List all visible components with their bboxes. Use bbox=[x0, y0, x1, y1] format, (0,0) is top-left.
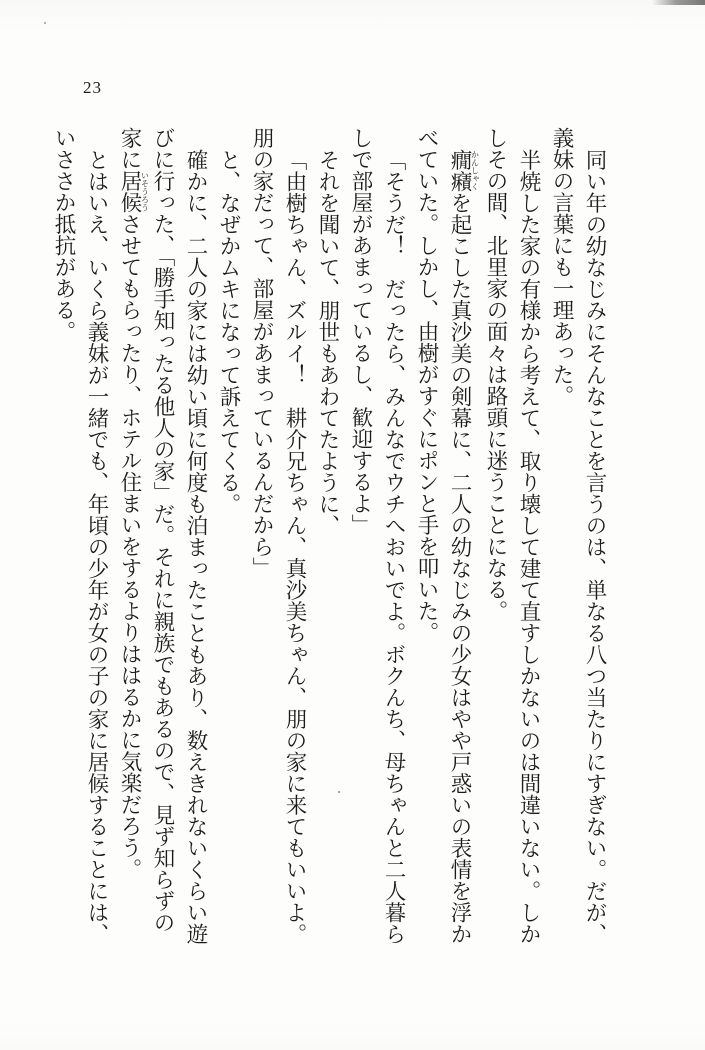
furigana-term: 癇癪かんしゃく bbox=[448, 148, 480, 192]
paragraph: 同い年の幼なじみにそんなことを言うのは、単なる八つ当たりにすぎない。だが、義妹の言葉にも一理あった。 bbox=[550, 127, 607, 944]
paragraph: と、なぜかムキになって訴えてくる。 bbox=[217, 148, 241, 514]
scan-artifact-top-right bbox=[652, 0, 705, 5]
paragraph: それを聞いて、朋世もあわてたように、 bbox=[316, 148, 340, 536]
paragraph: 癇癪かんしゃくを起こした真沙美の剣幕に、二人の幼なじみの少女はやや戸惑いの表情を浮かべていた。しかし、由樹がすぐにポンと手を叩いた。 bbox=[415, 127, 480, 944]
paragraph: 半焼した家の有様から考えて、取り壊して建て直すしかないのは間違いない。しかしその間、北里家の面々は路頭に迷うことになる。 bbox=[484, 127, 541, 944]
scan-speck bbox=[44, 22, 46, 24]
paragraph: 確かに、二人の家には幼い頃に何度も泊まったこともあり、数えきれないくらい遊びに行った、「勝手知ったる他人の家」だ。それに親族でもあるので、見ず知らずの家に居候いそうろうさせてもらったり、ホテル住まいをするよりははるかに気楽だろう。 bbox=[118, 127, 208, 944]
page-number: 23 bbox=[83, 78, 102, 97]
page-text bbox=[47, 127, 611, 947]
paragraph: 「そうだ！ だったら、みんなでウチへおいでよ。ボクんち、母ちゃんと二人暮らしで部屋があまっているし、歓迎するよ」 bbox=[349, 127, 406, 944]
paragraph: 「由樹ちゃん、ズルイ！ 耕介兄ちゃん、真沙美ちゃん、朋の家に来てもいいよ。朋の家だって、部屋があまっているんだから」 bbox=[250, 127, 307, 944]
furigana-term: 居候いそうろう bbox=[118, 170, 150, 213]
paragraph: とはいえ、いくら義妹が一緒でも、年頃の少年が女の子の家に居候することには、いささか抵抗がある。 bbox=[52, 127, 109, 944]
